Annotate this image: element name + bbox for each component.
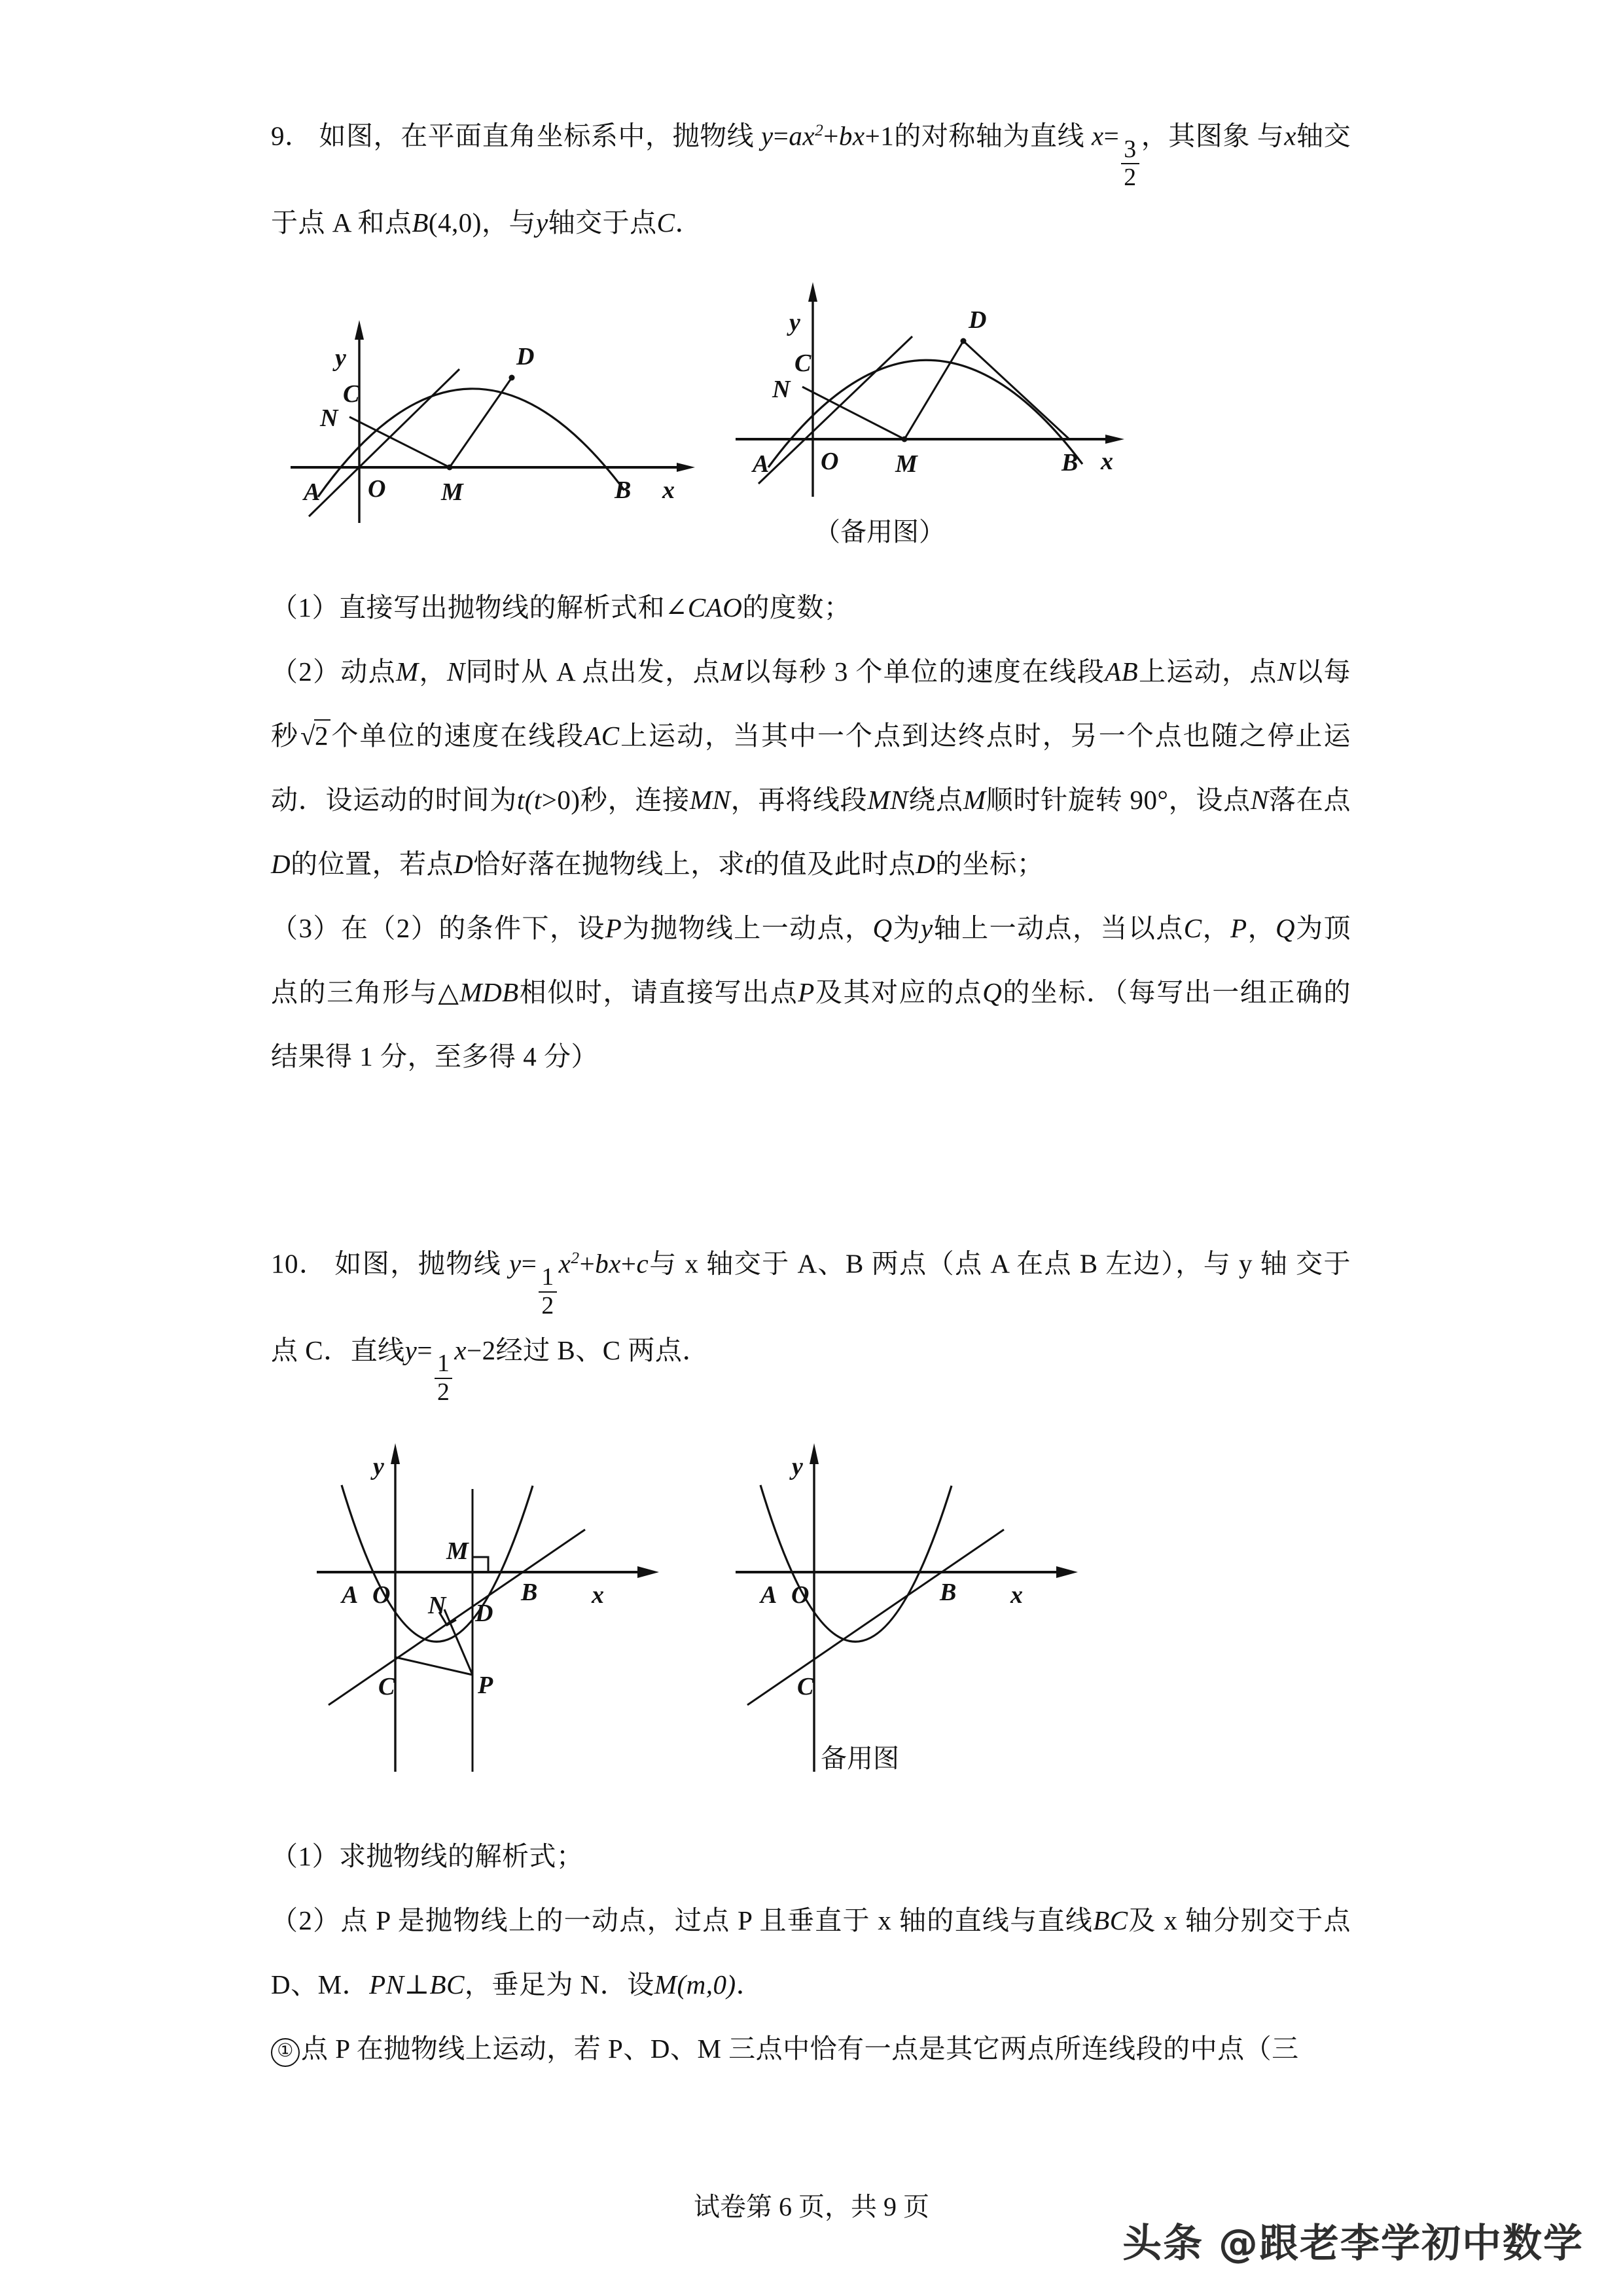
- problem-10-stem-line2-b: 经过 B、C 两点．: [495, 1335, 709, 1366]
- sub-3-t5: ，: [1202, 913, 1231, 944]
- fraction-denominator: 2: [1121, 163, 1139, 190]
- problem-9-stem-line2-a: 与: [1257, 120, 1285, 151]
- svg-text:M: M: [441, 478, 463, 507]
- axis-x-var: x: [1091, 120, 1104, 151]
- var-M-b: M: [720, 656, 743, 687]
- sqrt-two: [299, 704, 330, 768]
- problem-10-figures: [271, 1431, 1351, 1798]
- point-M-coord: (m,0): [677, 1969, 736, 2000]
- sub-2-t9: 秒，连接: [580, 785, 690, 816]
- problem-10-sub-1: [271, 1824, 1351, 1888]
- sub-3-t4: 轴上一动点，当以点: [933, 913, 1184, 944]
- sub10-2-t1: 点 P 是抛物线上的一动点，过点 P 且垂直于 x 轴的直线与直线: [340, 1905, 1094, 1935]
- svg-text:M: M: [895, 450, 918, 478]
- sub-2-t17: 的坐标；: [935, 849, 1044, 880]
- svg-text:N: N: [320, 404, 338, 433]
- var-M-c: M: [963, 785, 986, 816]
- var-P-c: P: [798, 977, 815, 1008]
- svg-text:A: A: [760, 1581, 777, 1609]
- sub-1-text-a: 直接写出抛物线的解析式和: [339, 592, 665, 623]
- svg-text:y: y: [373, 1452, 384, 1480]
- svg-text:N: N: [772, 376, 791, 404]
- page-content: [271, 98, 1351, 2081]
- circled-number-one: ①: [271, 2038, 300, 2067]
- eq10-exponent: 2: [571, 1249, 580, 1268]
- sub-2-t12: 顺时针旋转 90°，设点: [986, 785, 1251, 816]
- eq10-x: x: [558, 1248, 571, 1279]
- eq-plus-2: +: [865, 120, 881, 151]
- perp-PN-BC: PN⊥BC: [369, 1969, 465, 2000]
- var-N-a: N: [446, 656, 465, 687]
- svg-text:x: x: [1101, 448, 1113, 476]
- svg-text:O: O: [791, 1581, 810, 1609]
- segment-MN-b: MN: [867, 785, 908, 816]
- sub-3-t1: 在（2）的条件下，设: [340, 913, 605, 944]
- svg-text:A: A: [304, 478, 321, 507]
- svg-text:x: x: [1010, 1581, 1023, 1609]
- svg-text:C: C: [378, 1672, 395, 1700]
- eq-plus-1: +: [823, 120, 839, 151]
- segment-MN-a: MN: [689, 785, 731, 816]
- problem-9-number: 9．: [271, 120, 312, 151]
- sub-2-t4: 以每秒 3 个单位的速度在线段: [743, 656, 1105, 687]
- sub-2-t6: 以每秒: [271, 656, 1351, 751]
- svg-text:A: A: [753, 450, 770, 478]
- segment-AC: AC: [584, 721, 620, 751]
- var-N-c: N: [1250, 785, 1269, 816]
- var-D-a: D: [271, 849, 291, 880]
- var-M-a: M: [396, 656, 419, 687]
- problem-10-stem: [271, 1226, 1351, 1405]
- problem-9-figures: [271, 268, 1351, 549]
- figure-10-2-caption: 备用图: [821, 1744, 899, 1773]
- sub-label-2: （2）: [271, 656, 341, 687]
- svg-text:x: x: [662, 476, 675, 505]
- svg-text:P: P: [478, 1671, 493, 1699]
- fraction-numerator: 1: [541, 1263, 554, 1291]
- y-axis-var-2: y: [921, 913, 933, 944]
- var-P-b: P: [1230, 913, 1247, 944]
- eq-const-one: 1: [880, 120, 895, 151]
- problem-9-stem-line2-e: ．: [675, 207, 703, 238]
- problem-10-number: 10．: [271, 1248, 327, 1279]
- sub-3-t3: 为: [892, 913, 921, 944]
- eq10b-x: x: [454, 1335, 467, 1366]
- time-var-t: t(t: [516, 785, 542, 816]
- sub-2-t3: 同时从 A 点出发，点: [465, 656, 721, 687]
- eq10b-minus: −: [467, 1335, 482, 1366]
- eq10b-two: 2: [482, 1335, 496, 1366]
- sub-2-t7: 个单位的速度在线段: [330, 721, 585, 751]
- var-Q-b: Q: [1275, 913, 1296, 944]
- svg-text:B: B: [940, 1578, 957, 1606]
- sub-2-t2: ，: [418, 656, 447, 687]
- svg-text:C: C: [797, 1672, 814, 1700]
- sub-label-1: （1）: [271, 592, 339, 623]
- figure-9-1-svg: [284, 300, 703, 529]
- sub-label-3: （3）: [271, 913, 341, 944]
- problem-9-stem-text-a: 如图，在平面直角坐标系中，抛物线: [319, 120, 755, 151]
- eq10-plus-2: +: [620, 1248, 637, 1279]
- sub-2-t14: 的位置，若点: [291, 849, 454, 880]
- sub-3-t8: 相似时，请直接写出点: [518, 977, 798, 1008]
- svg-text:O: O: [821, 448, 839, 476]
- fraction-one-half: [539, 1265, 556, 1318]
- sub10-item1-text: 点 P 在抛物线上运动，若 P、D、M 三点中恰有一点是其它两点所连线段的中点（三: [301, 2033, 1299, 2064]
- var-Q-a: Q: [872, 913, 893, 944]
- figure-9-2-caption: （备用图）: [814, 518, 945, 547]
- segment-AB: AB: [1105, 656, 1139, 687]
- eq10-bx: bx: [595, 1248, 621, 1279]
- problem-10-sub-2: [271, 1888, 1351, 2017]
- figure-10-2-svg: [729, 1431, 1135, 1785]
- fraction-one-half-2: [435, 1352, 452, 1405]
- sub-3-t9: 及其对应的点: [814, 977, 983, 1008]
- line-BC: BC: [1093, 1905, 1128, 1935]
- sub10-label-2: （2）: [271, 1905, 341, 1935]
- svg-text:M: M: [446, 1537, 469, 1565]
- figure-9-2: [729, 268, 1135, 547]
- problem-10-sub-2-item-1: [271, 2017, 1351, 2081]
- problem-9-stem-text-c: ，其图象: [1141, 120, 1250, 151]
- sub-3-t10: 的坐标．（每写出一组正确的结果得 1 分，至多得 4 分）: [271, 977, 1351, 1072]
- svg-text:D: D: [516, 343, 535, 371]
- svg-text:N: N: [428, 1591, 446, 1619]
- sub10-2-t3: ，垂足为 N．设: [464, 1969, 654, 2000]
- problem-9-stem-line2-d: 轴交于点: [548, 207, 657, 238]
- sub-2-t1: 动点: [340, 656, 397, 687]
- problem-9-sub-3: [271, 896, 1351, 1088]
- var-C-a: C: [1183, 913, 1202, 944]
- eq10-plus-1: +: [579, 1248, 596, 1279]
- sub-1-text-b: 的度数；: [742, 592, 851, 623]
- point-M-var: M: [654, 1969, 677, 2000]
- fraction-numerator: 1: [437, 1350, 450, 1378]
- problem-9-stem-text-b: 的对称轴为直线: [894, 120, 1085, 151]
- var-Q-c: Q: [982, 977, 1003, 1008]
- eq-bx: bx: [838, 120, 865, 151]
- fraction-denominator: 2: [539, 1291, 556, 1319]
- problem-9-stem: [271, 98, 1351, 255]
- svg-text:O: O: [372, 1581, 391, 1609]
- var-D-b: D: [454, 849, 474, 880]
- sub-2-t5: 上运动，点: [1138, 656, 1277, 687]
- svg-text:x: x: [592, 1581, 604, 1609]
- sub-2-t15: 恰好落在抛物线上，求: [473, 849, 745, 880]
- eq10-c: c: [636, 1248, 649, 1279]
- svg-text:B: B: [615, 476, 632, 505]
- svg-text:D: D: [475, 1599, 493, 1627]
- eq-exponent: 2: [815, 121, 824, 139]
- axis-equals: =: [1103, 120, 1120, 151]
- problem-9-stem-line2-c: ，与: [481, 207, 536, 238]
- svg-text:C: C: [343, 380, 360, 408]
- sub-2-t8: 上运动，当其中一个点到达终点时，另一个点也随之停止运动．设运动的时间为: [271, 721, 1351, 816]
- fraction-denominator: 2: [435, 1378, 452, 1405]
- problem-10-stem-a: 如图，抛物线: [334, 1248, 502, 1279]
- figure-10-1-svg: [310, 1431, 716, 1785]
- sub-3-t2: 为抛物线上一动点，: [622, 913, 873, 944]
- svg-text:y: y: [335, 344, 346, 372]
- problem-10-stem-b: 与 x 轴交于 A、B 两点（点 A 在点 B 左边），与 y 轴: [649, 1248, 1289, 1279]
- eq10b-equals: =: [417, 1335, 433, 1366]
- t-zero: 0): [557, 785, 580, 816]
- sub10-2-t2: 及 x 轴分别交于点 D、M．: [271, 1905, 1351, 2000]
- sub-2-t11: 绕点: [908, 785, 963, 816]
- sub-2-t13: 落在点: [1268, 785, 1351, 816]
- figure-9-2-svg: [729, 268, 1135, 503]
- figure-9-1: [284, 300, 703, 529]
- problem-9-stem-line2-b: 轴交于点 A 和点: [271, 120, 1351, 238]
- sub-2-t10: ，再将线段: [730, 785, 868, 816]
- fraction-numerator: 3: [1124, 135, 1137, 163]
- figure-10-2: [729, 1431, 1135, 1785]
- watermark: 头条 @跟老李学初中数学: [1122, 2221, 1584, 2267]
- page-footer: 试卷第 6 页，共 9 页: [694, 2192, 929, 2221]
- var-N-b: N: [1277, 656, 1296, 687]
- svg-text:D: D: [969, 306, 987, 334]
- svg-text:y: y: [792, 1452, 803, 1480]
- radicand: 2: [314, 719, 330, 751]
- svg-text:B: B: [521, 1578, 538, 1606]
- eq10-y: y: [508, 1248, 522, 1279]
- time-var-t2: t: [745, 849, 753, 880]
- radical-sign: √: [300, 721, 315, 751]
- x-axis-var: x: [1284, 120, 1296, 151]
- sub-3-t7: 为顶点的三角形与: [271, 913, 1351, 1008]
- gt-sign: >: [541, 785, 558, 816]
- eq-ax: ax: [789, 120, 815, 151]
- sub10-label-1: （1）: [271, 1840, 339, 1871]
- point-C: C: [656, 207, 675, 238]
- var-P-a: P: [605, 913, 622, 944]
- svg-text:y: y: [789, 309, 800, 337]
- figure-10-1: [310, 1431, 716, 1785]
- problem-9-sub-1: [271, 575, 1351, 639]
- svg-text:B: B: [1061, 449, 1079, 477]
- svg-text:C: C: [794, 350, 812, 378]
- point-B: B: [412, 207, 429, 238]
- svg-text:O: O: [368, 475, 386, 503]
- sub10-1-text: 求抛物线的解析式；: [339, 1840, 584, 1871]
- eq10-equals: =: [521, 1248, 537, 1279]
- y-axis-var: y: [535, 207, 548, 238]
- problem-9-sub-2: [271, 639, 1351, 896]
- var-D-c: D: [916, 849, 936, 880]
- svg-text:A: A: [342, 1581, 359, 1609]
- point-B-coord: (4,0): [428, 207, 482, 238]
- sub-2-t16: 的值及此时点: [753, 849, 916, 880]
- angle-CAO: ∠CAO: [665, 592, 743, 623]
- fraction-three-halves: [1121, 137, 1139, 190]
- triangle-MDB: △MDB: [438, 977, 519, 1008]
- sub10-2-t4: ．: [736, 1969, 764, 2000]
- problem-10-stem-line2-a: 交于点 C．直线: [271, 1248, 1351, 1366]
- eq-y: y: [761, 120, 774, 151]
- eq10b-y: y: [404, 1335, 418, 1366]
- sub-3-t6: ，: [1247, 913, 1276, 944]
- eq-equals: =: [773, 120, 789, 151]
